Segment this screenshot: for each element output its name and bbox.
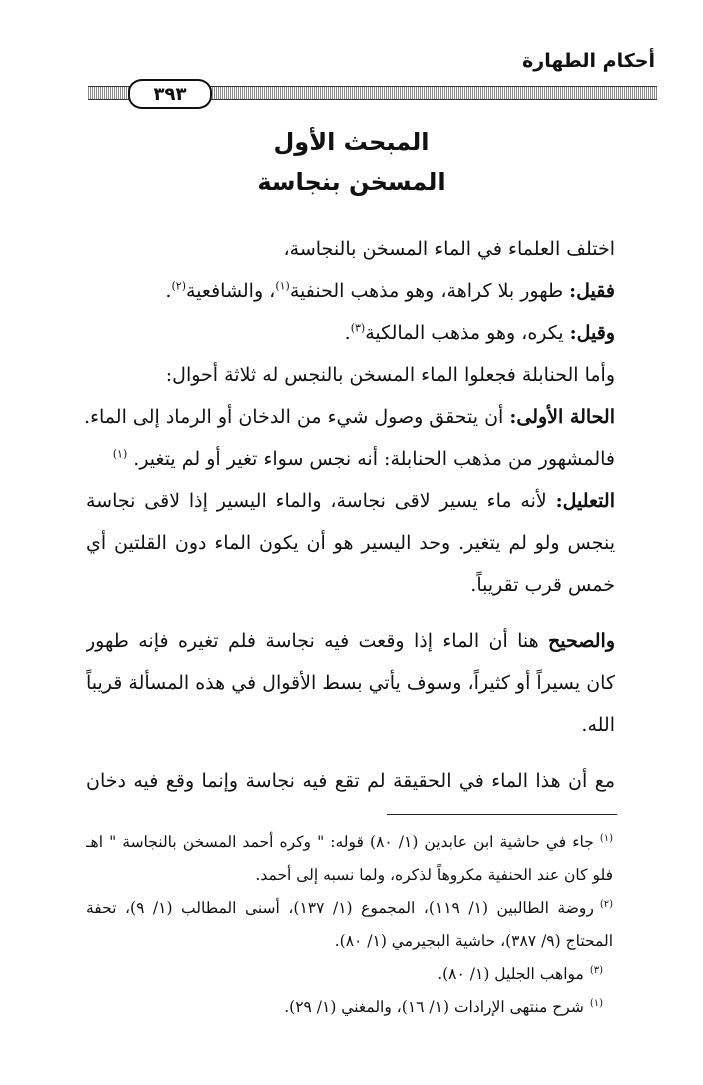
footnote-number: (٢) <box>599 898 613 910</box>
footnote-number: (٣) <box>589 964 603 976</box>
footnote-marker[interactable]: (١) <box>275 279 290 293</box>
paragraph-line <box>86 662 615 704</box>
footnote-text: المحتاج (٩/ ٣٨٧)، حاشية البجيرمي (١/ ٨٠). <box>334 932 613 950</box>
paragraph-text: ، والشافعية <box>185 280 276 302</box>
body-text <box>86 228 615 802</box>
paragraph-text: مع أن هذا الماء في الحقيقة لم تقع فيه نجاسة وإنما وقع فيه دخان <box>86 770 615 792</box>
page-number: ٣٩٣ <box>128 79 212 109</box>
paragraph-text: طهور بلا كراهة، وهو مذهب الحنفية <box>289 280 570 302</box>
section-heading: المبحث الأول <box>273 128 430 156</box>
footnote-number: (١) <box>599 832 613 844</box>
footnote <box>86 826 613 859</box>
paragraph-text: هنا أن الماء إذا وقعت فيه نجاسة فلم تغيره فإنه طهور <box>86 630 539 652</box>
paragraph-text: . <box>165 280 172 302</box>
footnote-continuation <box>86 859 613 892</box>
paragraph-line <box>86 760 615 802</box>
paragraph-lead: التعليل: <box>555 490 615 512</box>
paragraph <box>86 312 615 354</box>
paragraph <box>86 228 615 270</box>
paragraph-lead: فقيل: <box>569 280 615 302</box>
paragraph-text: ينجس ولو لم يتغير. وحد اليسير هو أن يكون الماء دون القلتين أي <box>86 532 615 554</box>
footnote-text: مواهب الجليل (١/ ٨٠). <box>437 965 584 983</box>
paragraph <box>86 354 615 396</box>
running-title: أحكام الطهارة <box>522 50 655 72</box>
footnote-text: فلو كان عند الحنفية مكروهاً لذكره، ولما نسبه إلى أحمد. <box>255 866 613 884</box>
paragraph-text: الله. <box>581 714 615 736</box>
footnote-marker[interactable]: (١) <box>112 447 128 461</box>
paragraph-lead: الحالة الأولى: <box>509 406 615 428</box>
paragraph-line <box>86 522 615 564</box>
paragraph-text: كان يسيراً أو كثيراً، وسوف يأتي بسط الأقوال في هذه المسألة قريباً <box>86 672 615 694</box>
paragraph-line <box>86 704 615 746</box>
footnote <box>86 991 613 1024</box>
footnotes <box>86 826 613 1024</box>
paragraph-line <box>86 564 615 606</box>
paragraph-gap <box>86 746 615 760</box>
paragraph <box>86 270 615 312</box>
paragraph-text: فالمشهور من مذهب الحنابلة: أنه نجس سواء تغير أو لم يتغير. <box>133 448 615 470</box>
paragraph-text: لأنه ماء يسير لاقى نجاسة، والماء اليسير إذا لاقى نجاسة <box>86 490 547 512</box>
paragraph-text: يكره، وهو مذهب المالكية <box>365 322 570 344</box>
paragraph <box>86 396 615 438</box>
paragraph-text: أن يتحقق وصول شيء من الدخان أو الرماد إلى الماء. <box>84 406 510 428</box>
paragraph-line <box>86 480 615 522</box>
footnote-separator <box>387 814 617 815</box>
section-subheading: المسخن بنجاسة <box>257 168 446 196</box>
footnote-text: روضة الطالبين (١/ ١١٩)، المجموع (١/ ١٣٧)، أسنى المطالب (١/ ٩)، تحفة <box>86 899 594 917</box>
footnote-marker[interactable]: (٢) <box>171 279 186 293</box>
footnote-marker[interactable]: (٣) <box>350 321 366 335</box>
paragraph-lead: والصحيح <box>548 630 615 652</box>
paragraph-line <box>86 620 615 662</box>
paragraph-gap <box>86 606 615 620</box>
footnote-text: شرح منتهى الإرادات (١/ ١٦)، والمغني (١/ ٢٩). <box>284 998 584 1016</box>
paragraph-text: . <box>344 322 351 344</box>
paragraph-text: خمس قرب تقريباً. <box>470 574 615 596</box>
paragraph-lead: وقيل: <box>569 322 615 344</box>
paragraph-text: اختلف العلماء في الماء المسخن بالنجاسة، <box>283 238 615 260</box>
paragraph <box>86 438 615 480</box>
footnote-number: (١) <box>589 997 603 1009</box>
footnote <box>86 892 613 925</box>
footnote-continuation <box>86 925 613 958</box>
footnote <box>86 958 613 991</box>
paragraph-text: وأما الحنابلة فجعلوا الماء المسخن بالنجس له ثلاثة أحوال: <box>165 364 615 386</box>
footnote-text: جاء في حاشية ابن عابدين (١/ ٨٠) قوله: " وكره أحمد المسخن بالنجاسة " اهـ <box>86 833 594 851</box>
